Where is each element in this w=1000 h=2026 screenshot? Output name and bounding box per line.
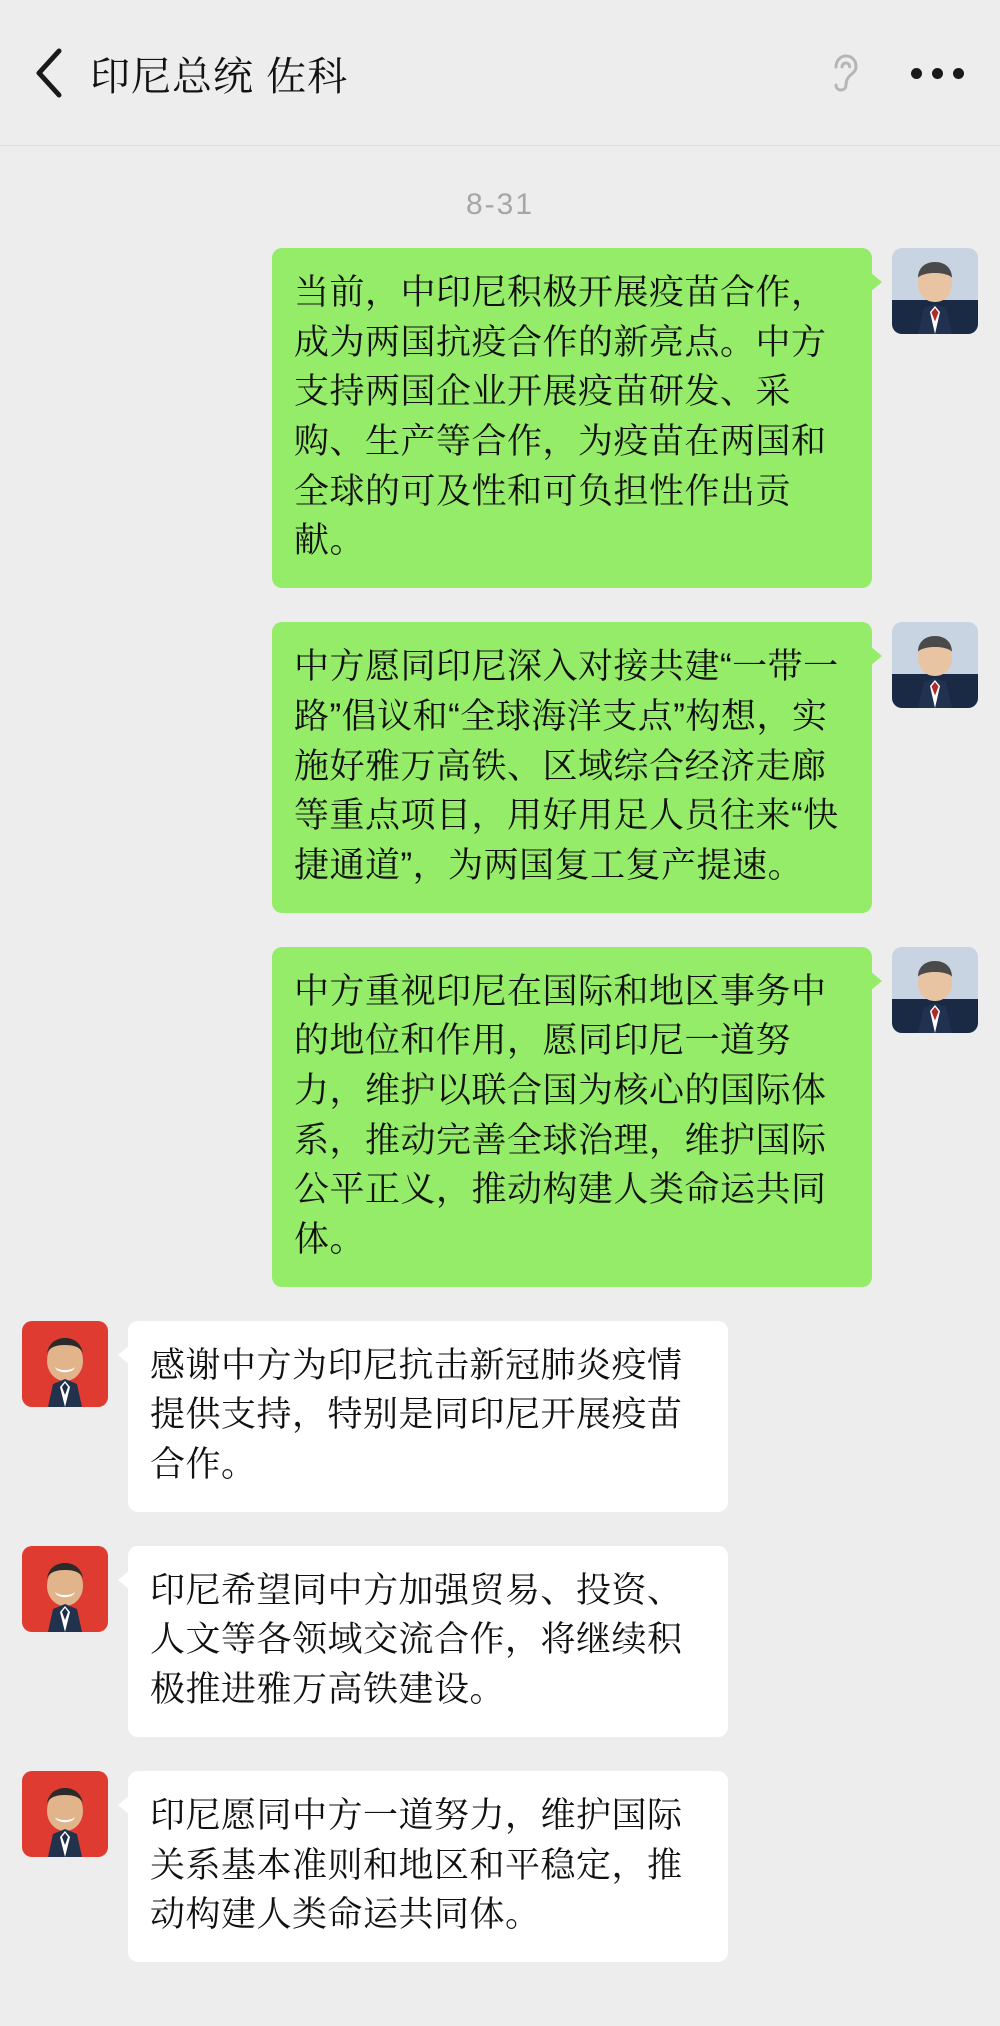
avatar[interactable] — [22, 1771, 108, 1857]
avatar[interactable] — [22, 1321, 108, 1407]
more-dot — [911, 68, 922, 79]
message-bubble[interactable]: 印尼愿同中方一道努力，维护国际关系基本准则和地区和平稳定，推动构建人类命运共同体。 — [128, 1771, 728, 1962]
header-actions — [825, 50, 966, 96]
message-row — [22, 1321, 978, 1512]
message-row — [22, 622, 978, 912]
chevron-left-icon — [32, 46, 66, 100]
more-dot — [932, 68, 943, 79]
message-row — [22, 947, 978, 1287]
message-bubble[interactable]: 中方愿同印尼深入对接共建“一带一路”倡议和“全球海洋支点”构想，实施好雅万高铁、区域综合经济走廊等重点项目，用好用足人员往来“快捷通道”，为两国复工复产提速。 — [272, 622, 872, 912]
chat-header — [0, 0, 1000, 146]
message-row — [22, 1771, 978, 1962]
date-separator: 8-31 — [465, 188, 535, 221]
back-button[interactable] — [22, 46, 76, 100]
avatar[interactable] — [22, 1546, 108, 1632]
ear-listen-icon[interactable] — [825, 50, 865, 96]
message-bubble[interactable]: 中方重视印尼在国际和地区事务中的地位和作用，愿同印尼一道努力，维护以联合国为核心的国际体系，推动完善全球治理，维护国际公平正义，推动构建人类命运共同体。 — [272, 947, 872, 1287]
avatar[interactable] — [892, 248, 978, 334]
message-list[interactable] — [0, 146, 1000, 2026]
avatar[interactable] — [892, 947, 978, 1033]
page-title: 印尼总统 佐科 — [90, 54, 349, 99]
message-row — [22, 1546, 978, 1737]
message-row — [22, 248, 978, 588]
message-bubble[interactable]: 当前，中印尼积极开展疫苗合作，成为两国抗疫合作的新亮点。中方支持两国企业开展疫苗研发、采购、生产等合作，为疫苗在两国和全球的可及性和可负担性作出贡献。 — [272, 248, 872, 588]
message-bubble[interactable]: 感谢中方为印尼抗击新冠肺炎疫情提供支持，特别是同印尼开展疫苗合作。 — [128, 1321, 728, 1512]
more-dot — [953, 68, 964, 79]
avatar[interactable] — [892, 622, 978, 708]
message-bubble[interactable]: 印尼希望同中方加强贸易、投资、人文等各领域交流合作，将继续积极推进雅万高铁建设。 — [128, 1546, 728, 1737]
more-options-icon[interactable] — [909, 60, 966, 87]
